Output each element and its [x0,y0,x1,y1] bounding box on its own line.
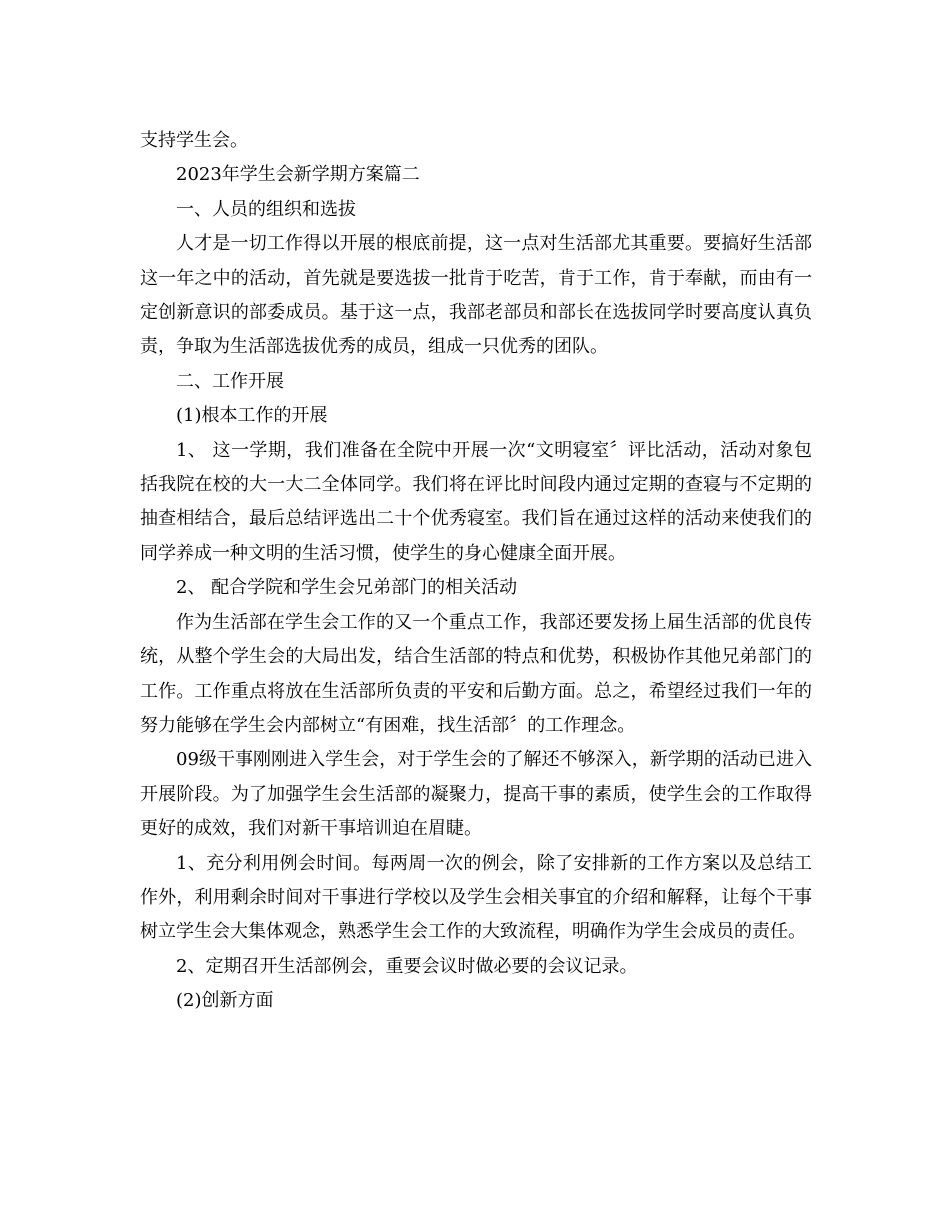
paragraph-personnel: 人才是一切工作得以开展的根底前提，这一点对生活部尤其重要。要搞好生活部这一年之中的活动，首先就是要选拔一批肯于吃苦，肯于工作，肯于奉献，而由有一定创新意识的部委成员。基于这一点，我部老部员和部长在选拔同学时要高度认真负责，争取为生活部选拔优秀的成员，组成一只优秀的团队。 [140,233,812,358]
paragraph-training: 09级干事刚刚进入学生会，对于学生会的了解还不够深入，新学期的活动已进入开展阶段。为了加强学生会生活部的凝聚力，提高干事的素质，使学生会的工作取得更好的成效，我们对新干事培训迫在眉睫。 [140,749,812,840]
paragraph-meeting-time: 1、充分利用例会时间。每两周一次的例会，除了安排新的工作方案以及总结工作外，利用剩余时间对干事进行学校以及学生会相关事宜的介绍和解释，让每个干事树立学生会大集体观念，熟悉学生会工作的大致流程，明确作为学生会成员的责任。 [140,852,812,943]
heading-personnel: 一、人员的组织和选拔 [176,198,356,220]
paragraph-dorm-activity: 1、 这一学期，我们准备在全院中开展一次“文明寝室〞评比活动，活动对象包括我院在校的大一大二全体同学。我们将在评比时间段内通过定期的查寝与不定期的抽查相结合，最后总结评选出二十个优秀寝室。我们旨在通过这样的活动来使我们的同学养成一种文明的生活习惯，使学生的身心健康全面开展。 [140,439,812,564]
heading-work: 二、工作开展 [176,370,284,392]
paragraph-meeting-record: 2、定期召开生活部例会，重要会议时做必要的会议记录。 [176,955,638,977]
section-title: 2023年学生会新学期方案篇二 [176,164,420,186]
item-cooperation: 2、 配合学院和学生会兄弟部门的相关活动 [176,577,518,599]
subheading-innovation: (2)创新方面 [176,990,274,1012]
paragraph-cooperation: 作为生活部在学生会工作的又一个重点工作，我部还要发扬上届生活部的优良传统，从整个学生会的大局出发，结合生活部的特点和优势，积极协作其他兄弟部门的工作。工作重点将放在生活部所负责的平安和后勤方面。总之，希望经过我们一年的努力能够在学生会内部树立“有困难，找生活部〞的工作理念。 [140,611,812,736]
subheading-basic-work: (1)根本工作的开展 [176,405,328,427]
document-body [140,124,812,1019]
paragraph-continuation: 支持学生会。 [140,130,248,151]
